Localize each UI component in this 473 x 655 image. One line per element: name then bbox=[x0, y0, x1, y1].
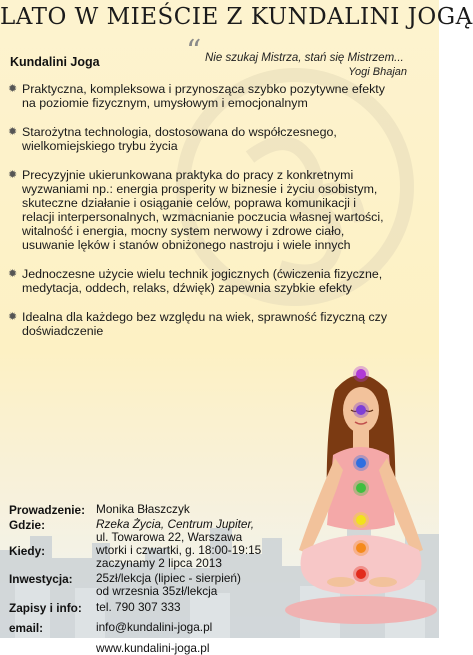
feature-line: Idealna dla każdego bez względu na wiek, sprawność fizyczną czy bbox=[22, 310, 388, 324]
info-value bbox=[96, 601, 181, 614]
info-value-line: 25zł/lekcja (lipiec - sierpień) bbox=[96, 571, 241, 585]
quote-text: Nie szukaj Mistrza, stań się Mistrzem... bbox=[205, 52, 404, 64]
info-value-line: tel. 790 307 333 bbox=[96, 600, 181, 614]
feature-line: skuteczne działanie i osiąganie celów, poprawa komunikacji i bbox=[22, 196, 357, 210]
info-value-line: info@kundalini-joga.pl bbox=[96, 620, 213, 634]
chakra-dot bbox=[353, 455, 369, 471]
feature-list-item bbox=[8, 310, 436, 338]
info-value bbox=[96, 572, 241, 598]
info-value bbox=[96, 621, 212, 634]
bullet-flower-icon: ✹ bbox=[8, 83, 18, 95]
page-title: LATO W MIEŚCIE Z KUNDALINI JOGĄ bbox=[0, 4, 473, 30]
meditating-woman-illustration bbox=[283, 360, 439, 638]
chakra-dot bbox=[353, 566, 369, 582]
feature-line: Precyzyjnie ukierunkowana praktyka do pracy z konkretnymi bbox=[22, 168, 354, 182]
feature-line: doświadczenie bbox=[22, 324, 104, 338]
feature-line: medytacja, oddech, relaks, dźwięk) zapewnia szybkie efekty bbox=[22, 281, 352, 295]
info-label: Zapisy i info: bbox=[9, 601, 82, 615]
feature-list bbox=[8, 82, 436, 353]
info-value bbox=[96, 544, 261, 570]
info-value bbox=[96, 642, 209, 655]
feature-list-item bbox=[8, 82, 436, 110]
feature-line: witalność i energia, mocny system nerwowy i zdrowe ciało, bbox=[22, 224, 345, 238]
chakra-dot bbox=[353, 402, 369, 418]
quote-author: Yogi Bhajan bbox=[348, 66, 407, 78]
info-value-line: zaczynamy 2 lipca 2013 bbox=[96, 556, 222, 570]
bullet-flower-icon: ✹ bbox=[8, 126, 18, 138]
section-subtitle: Kundalini Joga bbox=[10, 55, 100, 69]
info-value-line: ul. Towarowa 22, Warszawa bbox=[96, 530, 243, 544]
feature-line: wyzwaniami np.: energia prosperity w biznesie i życiu osobistym, bbox=[22, 182, 378, 196]
feature-list-item bbox=[8, 267, 436, 295]
info-label: Kiedy: bbox=[9, 544, 46, 558]
feature-line: na poziomie fizycznym, umysłowym i emocjonalnym bbox=[22, 96, 308, 110]
feature-line: Jednoczesne użycie wielu technik jogicznych (ćwiczenia fizyczne, bbox=[22, 267, 383, 281]
chakra-dot bbox=[353, 366, 369, 382]
bullet-flower-icon: ✹ bbox=[8, 311, 18, 323]
info-value-line: Monika Błaszczyk bbox=[96, 502, 190, 516]
bullet-flower-icon: ✹ bbox=[8, 169, 18, 181]
chakra-dot bbox=[353, 480, 369, 496]
info-value-line: www.kundalini-joga.pl bbox=[96, 641, 210, 655]
info-label: Prowadzenie: bbox=[9, 503, 86, 517]
feature-line: wielkomiejskiego trybu życia bbox=[22, 139, 178, 153]
info-value bbox=[96, 518, 254, 544]
chakra-dot bbox=[353, 512, 369, 528]
feature-line: usuwanie lęków i stanów obniżonego nastroju i wiele innych bbox=[22, 238, 351, 252]
bullet-flower-icon: ✹ bbox=[8, 268, 18, 280]
info-label: Inwestycja: bbox=[9, 572, 73, 586]
feature-line: Starożytna technologia, dostosowana do współczesnego, bbox=[22, 125, 337, 139]
feature-list-item bbox=[8, 125, 436, 153]
info-value-line: od wrzesnia 35zł/lekcja bbox=[96, 584, 218, 598]
info-value-line: Rzeka Życia, Centrum Jupiter, bbox=[96, 517, 255, 531]
feature-line: Praktyczna, kompleksowa i przynosząca szybko pozytywne efekty bbox=[22, 82, 385, 96]
info-label: email: bbox=[9, 621, 44, 635]
feature-list-item bbox=[8, 168, 436, 252]
chakra-dot bbox=[353, 540, 369, 556]
feature-line: relacji interpersonalnych, wzmacnianie poczucia własnej wartości, bbox=[22, 210, 384, 224]
info-value-line: wtorki i czwartki, g. 18:00-19:15 bbox=[96, 543, 262, 557]
info-value bbox=[96, 503, 190, 516]
quote-mark-icon: “ bbox=[186, 34, 202, 69]
info-label: Gdzie: bbox=[9, 518, 46, 532]
